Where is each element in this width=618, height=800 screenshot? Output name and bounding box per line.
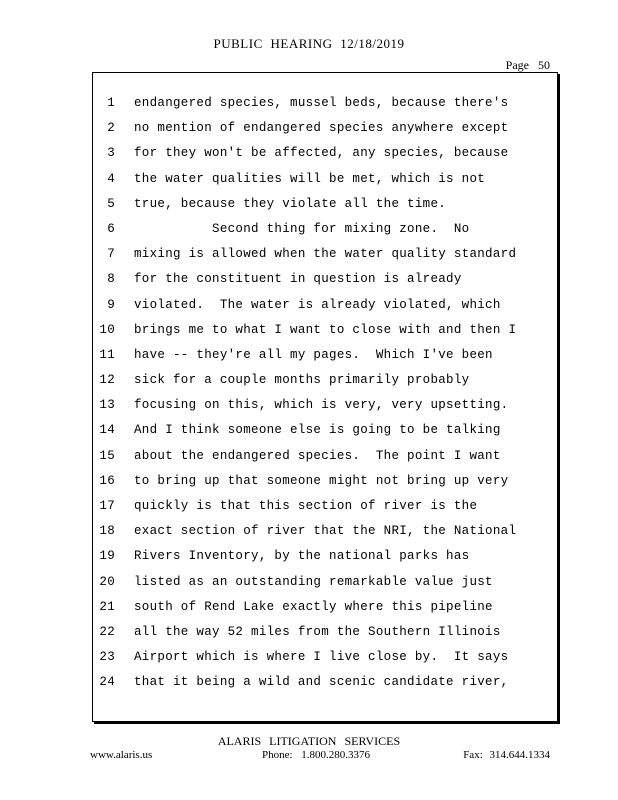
line-text: endangered species, mussel beds, because there's [134, 96, 509, 110]
transcript-line [93, 267, 557, 292]
line-number: 2 [107, 121, 115, 136]
line-text: violated. The water is already violated, which [134, 297, 501, 312]
line-number: 14 [99, 423, 115, 438]
line-text: listed as an outstanding remarkable value just [134, 574, 493, 589]
line-text: no mention of endangered species anywhere except [134, 121, 509, 136]
line-number: 17 [99, 499, 115, 513]
line-text: focusing on this, which is very, very upsetting. [134, 398, 509, 413]
line-number: 21 [99, 599, 115, 614]
transcript-line [93, 293, 557, 318]
line-text: Second thing for mixing zone. No [134, 221, 470, 236]
line-text: have -- they're all my pages. Which I've been [134, 347, 493, 362]
footer-contact [90, 749, 550, 763]
line-number: 19 [99, 549, 115, 564]
transcript-line [93, 343, 557, 368]
footer-website[interactable]: www.alaris.us [90, 749, 153, 761]
transcript-line [93, 141, 557, 166]
line-text: about the endangered species. The point I want [134, 448, 501, 463]
line-number: 10 [99, 322, 115, 337]
line-number: 9 [107, 297, 115, 312]
line-number: 16 [99, 473, 115, 488]
line-number: 4 [107, 171, 115, 186]
line-number: 1 [107, 96, 115, 110]
line-text: for they won't be affected, any species, because [134, 146, 509, 161]
transcript-line [93, 620, 557, 645]
transcript-line [93, 469, 557, 494]
line-number: 11 [99, 347, 115, 362]
transcript-line [93, 217, 557, 242]
line-number: 24 [99, 675, 115, 690]
transcript-line [93, 368, 557, 393]
line-number: 15 [99, 448, 115, 463]
transcript-line [93, 544, 557, 569]
footer-fax: Fax: 314.644.1334 [463, 749, 550, 761]
transcript-line [93, 116, 557, 141]
line-number: 12 [99, 373, 115, 388]
line-text: brings me to what I want to close with and then I [134, 322, 517, 337]
hearing-title: PUBLIC HEARING 12/18/2019 [213, 36, 405, 51]
line-number: 22 [99, 624, 115, 639]
line-text: sick for a couple months primarily probably [134, 373, 470, 388]
transcript-line [93, 670, 557, 695]
transcript-lines [93, 91, 557, 696]
transcript-line [93, 192, 557, 217]
transcript-line [93, 418, 557, 443]
footer-phone: Phone: 1.800.280.3376 [262, 749, 371, 761]
line-text: And I think someone else is going to be talking [134, 423, 501, 438]
line-text: quickly is that this section of river is the [134, 499, 478, 513]
line-text: for the constituent in question is already [134, 272, 462, 287]
transcript-line [93, 519, 557, 544]
transcript-page [92, 72, 558, 722]
line-number: 7 [107, 247, 115, 262]
line-text: the water qualities will be met, which is not [134, 171, 486, 186]
transcript-line [93, 242, 557, 267]
line-text: Airport which is where I live close by. It says [134, 650, 509, 665]
line-number: 8 [107, 272, 115, 287]
transcript-line [93, 91, 557, 116]
line-number: 5 [107, 196, 115, 211]
line-text: mixing is allowed when the water quality standard [134, 247, 517, 262]
line-text: true, because they violate all the time. [134, 196, 447, 211]
line-number: 6 [107, 221, 115, 236]
line-number: 3 [107, 146, 115, 161]
line-number: 13 [99, 398, 115, 413]
transcript-line [93, 318, 557, 343]
line-text: that it being a wild and scenic candidate river, [134, 675, 509, 690]
line-text: to bring up that someone might not bring up very [134, 473, 509, 488]
line-text: Rivers Inventory, by the national parks has [134, 549, 470, 564]
line-text: south of Rend Lake exactly where this pipeline [134, 599, 493, 614]
line-text: all the way 52 miles from the Southern Illinois [134, 624, 501, 639]
transcript-line [93, 494, 557, 519]
transcript-line [93, 393, 557, 418]
footer-company: ALARIS LITIGATION SERVICES [217, 734, 401, 748]
transcript-line [93, 595, 557, 620]
transcript-line [93, 645, 557, 670]
line-number: 23 [99, 650, 115, 665]
page-number: Page 50 [505, 58, 550, 72]
line-number: 20 [99, 574, 115, 589]
transcript-line [93, 444, 557, 469]
line-number: 18 [99, 524, 115, 539]
transcript-line [93, 570, 557, 595]
line-text: exact section of river that the NRI, the National [134, 524, 517, 539]
transcript-line [93, 167, 557, 192]
